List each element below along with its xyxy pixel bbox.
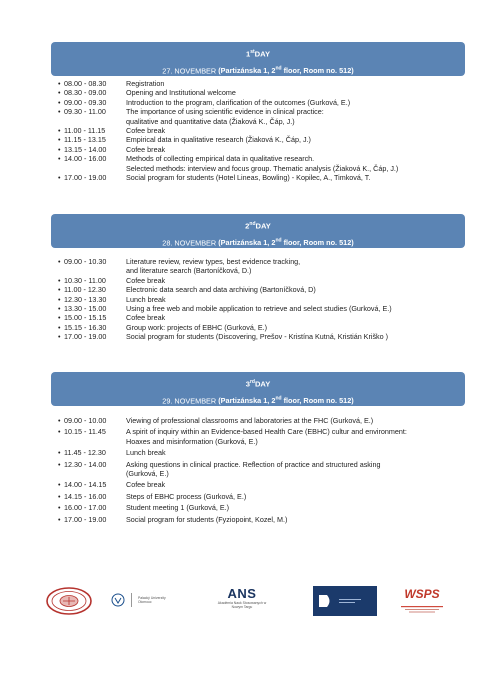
schedule-row: • 11.00 - 12.30 Electronic data search and data archiving (Bartoníčková, D) — [58, 285, 470, 294]
day-1-title: 1stDAY — [245, 49, 271, 59]
schedule-row: • 10.15 - 11.45 A spirit of inquiry within an Evidence-based Health Care (EBHC) cultur and environment: Hoaxes and misinformation (Gurková, E.) — [58, 427, 470, 446]
schedule-row: • 09.00 - 10.30 Literature review, review types, best evidence tracking, and literature search (Bartoníčková, D.) — [58, 257, 470, 276]
schedule-row: • 09.00 - 09.30 Introduction to the program, clarification of the outcomes (Gurková, E.) — [58, 98, 470, 107]
schedule-row: • 09.30 - 11.00 The importance of using scientific evidence in clinical practice: qualitative and quantitative data (Žiaková K., Čáp, J.) — [58, 107, 470, 126]
schedule-row: • 14.00 - 16.00 Methods of collecting empirical data in qualitative research. Selected methods: interview and focus group. Thematic analysis (Žiaková K., Čáp, J.) — [58, 154, 470, 173]
institution-blue-logo — [313, 586, 377, 616]
day-2-schedule — [58, 257, 470, 342]
schedule-row: • 11.45 - 12.30 Lunch break — [58, 448, 470, 457]
wsps-logo-lines-icon — [399, 604, 445, 614]
schedule-row: • 13.30 - 15.00 Using a free web and mobile application to retrieve and select studies (Gurková, E.) — [58, 304, 470, 313]
schedule-row: • 11.00 - 11.15 Cofee break — [58, 126, 470, 135]
palacky-logo-text: Palacký Univerzity Olomouc — [138, 596, 166, 604]
schedule-row: • 15.15 - 16.30 Group work: projects of EBHC (Gurková, E.) — [58, 323, 470, 332]
day-3-banner — [51, 372, 465, 406]
schedule-row: • 08.00 - 08.30 Registration — [58, 79, 470, 88]
palacky-emblem-icon — [111, 593, 125, 607]
university-seal-logo — [45, 586, 93, 621]
palacky-university-logo — [111, 593, 166, 607]
wsps-logo — [399, 587, 445, 619]
schedule-row: • 12.30 - 14.00 Asking questions in clinical practice. Reflection of practice and structured asking (Gurková, E.) — [58, 460, 470, 479]
day-1-subtitle: 27. NOVEMBER (Partizánska 1, 2nd floor, Room no. 512) — [162, 65, 354, 75]
schedule-row: • 11.15 - 13.15 Empirical data in qualitative research (Žiaková K., Čáp, J.) — [58, 135, 470, 144]
day-3-subtitle: 29. NOVEMBER (Partizánska 1, 2nd floor, Room no. 512) — [162, 395, 354, 405]
schedule-row: • 10.30 - 11.00 Cofee break — [58, 276, 470, 285]
schedule-row: • 12.30 - 13.30 Lunch break — [58, 295, 470, 304]
schedule-row: • 14.15 - 16.00 Steps of EBHC process (Gurková, E.) — [58, 492, 470, 501]
day-2-subtitle: 28. NOVEMBER (Partizánska 1, 2nd floor, Room no. 512) — [162, 237, 354, 247]
wsps-logo-mark: WSPS — [404, 587, 440, 601]
partner-logos — [0, 584, 483, 620]
day-3-schedule — [58, 416, 470, 524]
ans-logo-mark: ANS — [227, 586, 257, 601]
schedule-row: • 17.00 - 19.00 Social program for students (Hotel Lineas, Bowling) - Kopilec, A., Timková, T. — [58, 173, 470, 182]
schedule-row: • 17.00 - 19.00 Social program for students (Discovering, Prešov - Kristína Kutná, Kristián Kriško ) — [58, 332, 470, 341]
day-2-banner — [51, 214, 465, 248]
schedule-row: • 14.00 - 14.15 Cofee break — [58, 480, 470, 489]
day-2-title: 2ndDAY — [245, 221, 271, 231]
institution-emblem-icon — [313, 586, 377, 616]
schedule-row: • 15.00 - 15.15 Cofee break — [58, 313, 470, 322]
day-3-title: 3rdDAY — [245, 379, 271, 389]
day-1-schedule — [58, 79, 470, 182]
schedule-row: • 09.00 - 10.00 Viewing of professional classrooms and laboratories at the FHC (Gurková, E.) — [58, 416, 470, 425]
schedule-row: • 13.15 - 14.00 Cofee break — [58, 145, 470, 154]
ans-logo — [216, 587, 268, 609]
ans-logo-text: Akadémia Nauk Stosowanych w Nowym Targu — [217, 601, 267, 609]
schedule-row: • 17.00 - 19.00 Social program for students (Fyziopoint, Kozel, M.) — [58, 515, 470, 524]
day-1-banner — [51, 42, 465, 76]
schedule-row: • 16.00 - 17.00 Student meeting 1 (Gurková, E.) — [58, 503, 470, 512]
schedule-row: • 08.30 - 09.00 Opening and Institutional welcome — [58, 88, 470, 97]
